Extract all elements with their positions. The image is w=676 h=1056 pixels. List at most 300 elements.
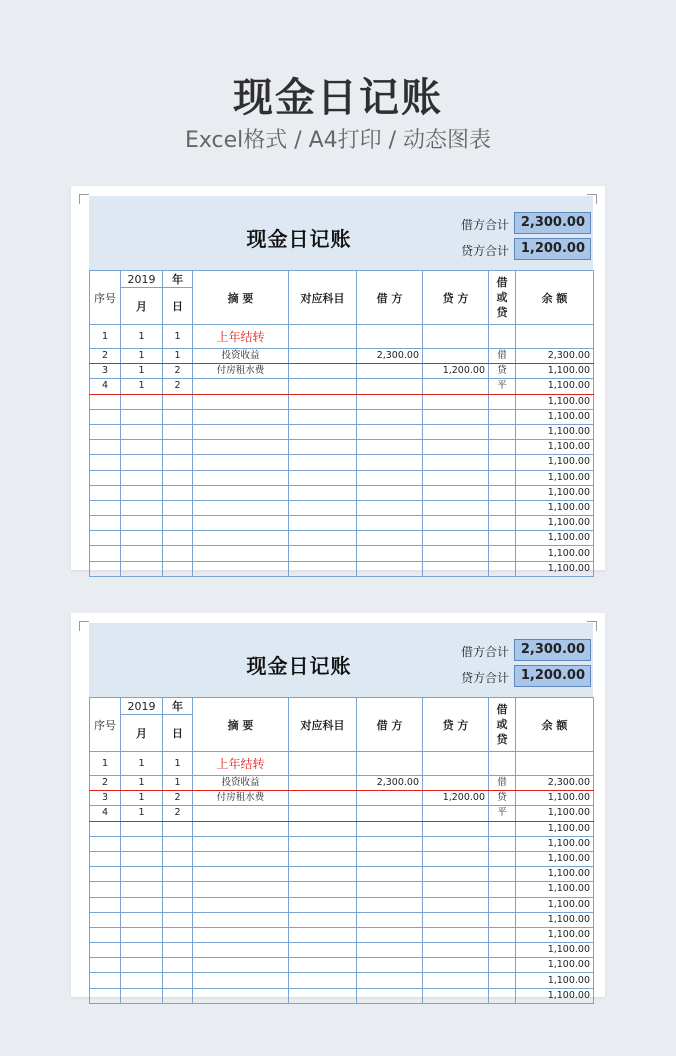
cell-debit[interactable]: 2,300.00 — [357, 776, 423, 791]
cell-debit[interactable] — [357, 440, 423, 455]
cell-balance[interactable]: 1,100.00 — [516, 500, 594, 515]
cell-account[interactable] — [289, 836, 357, 851]
col-header-year[interactable]: 2019 — [121, 698, 163, 715]
cell-balance[interactable]: 1,100.00 — [516, 561, 594, 576]
cell-month[interactable]: 1 — [121, 806, 163, 821]
cell-credit[interactable]: 1,200.00 — [423, 364, 489, 379]
cell-seq[interactable] — [90, 546, 121, 561]
cell-summary[interactable] — [193, 470, 289, 485]
cell-seq[interactable] — [90, 927, 121, 942]
cell-dc[interactable] — [489, 325, 516, 349]
cell-dc[interactable] — [489, 424, 516, 439]
cell-seq[interactable]: 2 — [90, 349, 121, 364]
cell-debit[interactable]: 2,300.00 — [357, 349, 423, 364]
table-row — [90, 409, 594, 424]
cell-debit[interactable] — [357, 943, 423, 958]
cell-dc[interactable] — [489, 516, 516, 531]
cell-day[interactable]: 2 — [163, 364, 193, 379]
cell-summary[interactable] — [193, 561, 289, 576]
cell-summary[interactable]: 投资收益 — [193, 349, 289, 364]
cell-account[interactable] — [289, 912, 357, 927]
cell-credit[interactable] — [423, 500, 489, 515]
cell-credit[interactable] — [423, 394, 489, 409]
cell-debit[interactable] — [357, 897, 423, 912]
cell-dc[interactable] — [489, 897, 516, 912]
cell-dc[interactable] — [489, 867, 516, 882]
cell-account[interactable] — [289, 516, 357, 531]
cell-credit[interactable] — [423, 561, 489, 576]
cell-seq[interactable] — [90, 561, 121, 576]
cell-balance[interactable]: 1,100.00 — [516, 394, 594, 409]
cell-debit[interactable] — [357, 851, 423, 866]
cell-month[interactable] — [121, 455, 163, 470]
cell-credit[interactable] — [423, 325, 489, 349]
cell-month[interactable] — [121, 973, 163, 988]
cell-debit[interactable] — [357, 325, 423, 349]
cell-debit[interactable] — [357, 470, 423, 485]
cell-day[interactable] — [163, 440, 193, 455]
cell-summary[interactable]: 上年结转 — [193, 325, 289, 349]
cell-seq[interactable] — [90, 500, 121, 515]
cell-day[interactable] — [163, 927, 193, 942]
cell-day[interactable] — [163, 470, 193, 485]
cell-credit[interactable]: 1,200.00 — [423, 791, 489, 806]
cell-day[interactable] — [163, 546, 193, 561]
cell-summary[interactable] — [193, 912, 289, 927]
cell-credit[interactable] — [423, 882, 489, 897]
cell-month[interactable] — [121, 546, 163, 561]
cell-month[interactable] — [121, 958, 163, 973]
col-header-year[interactable]: 2019 — [121, 271, 163, 288]
cell-balance[interactable]: 1,100.00 — [516, 988, 594, 1003]
cell-summary[interactable] — [193, 531, 289, 546]
cell-credit[interactable] — [423, 912, 489, 927]
cell-credit[interactable] — [423, 379, 489, 394]
cell-account[interactable] — [289, 988, 357, 1003]
credit-total-value[interactable]: 1,200.00 — [514, 238, 591, 260]
cell-seq[interactable] — [90, 485, 121, 500]
cell-month[interactable] — [121, 943, 163, 958]
cell-seq[interactable] — [90, 516, 121, 531]
cell-month[interactable] — [121, 851, 163, 866]
cell-summary[interactable]: 付房租水费 — [193, 791, 289, 806]
cell-credit[interactable] — [423, 776, 489, 791]
cell-day[interactable] — [163, 500, 193, 515]
cell-summary[interactable] — [193, 379, 289, 394]
cell-account[interactable] — [289, 500, 357, 515]
cell-summary[interactable] — [193, 424, 289, 439]
cell-account[interactable] — [289, 806, 357, 821]
cell-seq[interactable] — [90, 440, 121, 455]
cell-debit[interactable] — [357, 409, 423, 424]
cell-dc[interactable] — [489, 531, 516, 546]
cell-seq[interactable] — [90, 836, 121, 851]
credit-total-value[interactable]: 1,200.00 — [514, 665, 591, 687]
cell-month[interactable] — [121, 516, 163, 531]
cell-credit[interactable] — [423, 516, 489, 531]
cell-account[interactable] — [289, 379, 357, 394]
cell-balance[interactable]: 1,100.00 — [516, 379, 594, 394]
cell-summary[interactable] — [193, 851, 289, 866]
cell-seq[interactable] — [90, 409, 121, 424]
cell-credit[interactable] — [423, 927, 489, 942]
cell-seq[interactable] — [90, 424, 121, 439]
cell-balance[interactable]: 1,100.00 — [516, 897, 594, 912]
cell-balance[interactable]: 1,100.00 — [516, 440, 594, 455]
cell-month[interactable] — [121, 882, 163, 897]
cell-summary[interactable] — [193, 867, 289, 882]
debit-total-value[interactable]: 2,300.00 — [514, 639, 591, 661]
cell-month[interactable] — [121, 424, 163, 439]
cell-credit[interactable] — [423, 943, 489, 958]
cell-debit[interactable] — [357, 927, 423, 942]
cell-account[interactable] — [289, 973, 357, 988]
cell-balance[interactable]: 1,100.00 — [516, 531, 594, 546]
cell-summary[interactable]: 上年结转 — [193, 752, 289, 776]
cell-account[interactable] — [289, 927, 357, 942]
cell-month[interactable] — [121, 927, 163, 942]
cell-account[interactable] — [289, 897, 357, 912]
cell-summary[interactable] — [193, 485, 289, 500]
cell-month[interactable] — [121, 561, 163, 576]
cell-day[interactable] — [163, 394, 193, 409]
cell-dc[interactable] — [489, 943, 516, 958]
cell-credit[interactable] — [423, 897, 489, 912]
cell-day[interactable]: 2 — [163, 379, 193, 394]
cell-credit[interactable] — [423, 485, 489, 500]
cell-month[interactable] — [121, 836, 163, 851]
cell-balance[interactable]: 1,100.00 — [516, 791, 594, 806]
cell-balance[interactable]: 1,100.00 — [516, 912, 594, 927]
table-row — [90, 325, 594, 349]
cell-dc[interactable] — [489, 561, 516, 576]
cell-dc[interactable]: 贷 — [489, 791, 516, 806]
table-row — [90, 821, 594, 836]
cell-month[interactable] — [121, 867, 163, 882]
cell-summary[interactable] — [193, 927, 289, 942]
cell-account[interactable] — [289, 531, 357, 546]
cell-day[interactable] — [163, 821, 193, 836]
cell-credit[interactable] — [423, 455, 489, 470]
cell-dc[interactable]: 贷 — [489, 364, 516, 379]
cell-day[interactable] — [163, 988, 193, 1003]
cell-month[interactable] — [121, 470, 163, 485]
cell-dc[interactable] — [489, 752, 516, 776]
cell-day[interactable] — [163, 943, 193, 958]
cell-summary[interactable] — [193, 500, 289, 515]
cell-credit[interactable] — [423, 531, 489, 546]
cell-month[interactable] — [121, 912, 163, 927]
cell-seq[interactable] — [90, 882, 121, 897]
table-row — [90, 776, 594, 791]
cell-seq[interactable]: 3 — [90, 364, 121, 379]
cell-credit[interactable] — [423, 409, 489, 424]
cell-account[interactable] — [289, 752, 357, 776]
cell-account[interactable] — [289, 440, 357, 455]
cell-dc[interactable] — [489, 836, 516, 851]
cell-seq[interactable] — [90, 973, 121, 988]
cell-day[interactable]: 1 — [163, 325, 193, 349]
cell-balance[interactable] — [516, 325, 594, 349]
cell-seq[interactable] — [90, 394, 121, 409]
cell-credit[interactable] — [423, 752, 489, 776]
cell-summary[interactable]: 付房租水费 — [193, 364, 289, 379]
cell-day[interactable]: 1 — [163, 776, 193, 791]
cell-debit[interactable] — [357, 561, 423, 576]
cell-dc[interactable] — [489, 927, 516, 942]
cell-account[interactable] — [289, 791, 357, 806]
cell-dc[interactable] — [489, 851, 516, 866]
cell-balance[interactable]: 1,100.00 — [516, 867, 594, 882]
cell-balance[interactable]: 1,100.00 — [516, 882, 594, 897]
cell-month[interactable] — [121, 394, 163, 409]
cell-day[interactable] — [163, 836, 193, 851]
cell-seq[interactable] — [90, 897, 121, 912]
cell-account[interactable] — [289, 470, 357, 485]
cell-day[interactable] — [163, 912, 193, 927]
cell-month[interactable]: 1 — [121, 379, 163, 394]
cell-account[interactable] — [289, 364, 357, 379]
cell-account[interactable] — [289, 851, 357, 866]
cell-month[interactable]: 1 — [121, 325, 163, 349]
cell-balance[interactable]: 1,100.00 — [516, 958, 594, 973]
cell-credit[interactable] — [423, 973, 489, 988]
cell-seq[interactable] — [90, 821, 121, 836]
cell-balance[interactable]: 1,100.00 — [516, 821, 594, 836]
cell-dc[interactable] — [489, 440, 516, 455]
cell-dc[interactable] — [489, 394, 516, 409]
cell-debit[interactable] — [357, 394, 423, 409]
cell-credit[interactable] — [423, 440, 489, 455]
cell-day[interactable]: 2 — [163, 791, 193, 806]
cell-day[interactable] — [163, 882, 193, 897]
cell-month[interactable]: 1 — [121, 349, 163, 364]
cell-day[interactable] — [163, 851, 193, 866]
cell-balance[interactable]: 2,300.00 — [516, 776, 594, 791]
cell-summary[interactable] — [193, 973, 289, 988]
cell-debit[interactable] — [357, 500, 423, 515]
cell-seq[interactable] — [90, 988, 121, 1003]
cell-summary[interactable] — [193, 943, 289, 958]
cell-debit[interactable] — [357, 806, 423, 821]
cell-balance[interactable]: 1,100.00 — [516, 806, 594, 821]
cell-balance[interactable]: 1,100.00 — [516, 424, 594, 439]
cell-month[interactable] — [121, 485, 163, 500]
cell-summary[interactable] — [193, 440, 289, 455]
cell-summary[interactable] — [193, 897, 289, 912]
cell-seq[interactable]: 1 — [90, 752, 121, 776]
cell-debit[interactable] — [357, 485, 423, 500]
cell-dc[interactable] — [489, 500, 516, 515]
cell-account[interactable] — [289, 325, 357, 349]
cell-month[interactable] — [121, 440, 163, 455]
cell-debit[interactable] — [357, 836, 423, 851]
cell-credit[interactable] — [423, 958, 489, 973]
cell-debit[interactable] — [357, 988, 423, 1003]
cell-day[interactable]: 1 — [163, 349, 193, 364]
cell-month[interactable] — [121, 500, 163, 515]
cell-balance[interactable]: 1,100.00 — [516, 943, 594, 958]
table-row — [90, 379, 594, 394]
cell-debit[interactable] — [357, 424, 423, 439]
cell-account[interactable] — [289, 776, 357, 791]
cell-seq[interactable]: 2 — [90, 776, 121, 791]
cell-day[interactable] — [163, 867, 193, 882]
cell-summary[interactable] — [193, 516, 289, 531]
cell-dc[interactable] — [489, 912, 516, 927]
cell-credit[interactable] — [423, 988, 489, 1003]
cell-month[interactable]: 1 — [121, 776, 163, 791]
cell-seq[interactable]: 3 — [90, 791, 121, 806]
cell-day[interactable] — [163, 485, 193, 500]
cell-month[interactable]: 1 — [121, 791, 163, 806]
cell-balance[interactable]: 1,100.00 — [516, 546, 594, 561]
cell-account[interactable] — [289, 882, 357, 897]
cell-credit[interactable] — [423, 424, 489, 439]
cell-debit[interactable] — [357, 882, 423, 897]
cell-day[interactable]: 2 — [163, 806, 193, 821]
cell-dc[interactable] — [489, 882, 516, 897]
cell-debit[interactable] — [357, 912, 423, 927]
cell-dc[interactable]: 借 — [489, 349, 516, 364]
cell-dc[interactable] — [489, 973, 516, 988]
cell-debit[interactable] — [357, 364, 423, 379]
cell-account[interactable] — [289, 546, 357, 561]
cell-credit[interactable] — [423, 851, 489, 866]
cell-balance[interactable]: 2,300.00 — [516, 349, 594, 364]
cell-dc[interactable] — [489, 546, 516, 561]
cell-day[interactable] — [163, 424, 193, 439]
cell-seq[interactable]: 1 — [90, 325, 121, 349]
cell-account[interactable] — [289, 349, 357, 364]
cell-balance[interactable]: 1,100.00 — [516, 973, 594, 988]
cell-debit[interactable] — [357, 455, 423, 470]
cell-day[interactable] — [163, 409, 193, 424]
cell-account[interactable] — [289, 409, 357, 424]
cell-account[interactable] — [289, 485, 357, 500]
cell-balance[interactable]: 1,100.00 — [516, 470, 594, 485]
cell-day[interactable] — [163, 897, 193, 912]
cell-debit[interactable] — [357, 531, 423, 546]
cell-seq[interactable]: 4 — [90, 379, 121, 394]
cell-day[interactable]: 1 — [163, 752, 193, 776]
cell-summary[interactable] — [193, 821, 289, 836]
cell-debit[interactable] — [357, 516, 423, 531]
cell-debit[interactable] — [357, 867, 423, 882]
cell-seq[interactable] — [90, 867, 121, 882]
debit-total-value[interactable]: 2,300.00 — [514, 212, 591, 234]
cell-month[interactable] — [121, 409, 163, 424]
cell-account[interactable] — [289, 394, 357, 409]
cell-seq[interactable] — [90, 851, 121, 866]
cell-debit[interactable] — [357, 791, 423, 806]
cell-account[interactable] — [289, 561, 357, 576]
cell-month[interactable] — [121, 988, 163, 1003]
cell-account[interactable] — [289, 958, 357, 973]
cell-dc[interactable]: 借 — [489, 776, 516, 791]
cell-summary[interactable] — [193, 988, 289, 1003]
cell-dc[interactable] — [489, 409, 516, 424]
cell-credit[interactable] — [423, 546, 489, 561]
cell-seq[interactable] — [90, 943, 121, 958]
cell-debit[interactable] — [357, 546, 423, 561]
cell-summary[interactable] — [193, 958, 289, 973]
cell-dc[interactable] — [489, 485, 516, 500]
cell-dc[interactable] — [489, 455, 516, 470]
cell-balance[interactable]: 1,100.00 — [516, 851, 594, 866]
cell-summary[interactable] — [193, 836, 289, 851]
cell-debit[interactable] — [357, 821, 423, 836]
cell-seq[interactable] — [90, 912, 121, 927]
cell-balance[interactable]: 1,100.00 — [516, 485, 594, 500]
cell-seq[interactable] — [90, 455, 121, 470]
cell-credit[interactable] — [423, 867, 489, 882]
cell-account[interactable] — [289, 867, 357, 882]
cell-day[interactable] — [163, 958, 193, 973]
cell-credit[interactable] — [423, 806, 489, 821]
cell-account[interactable] — [289, 455, 357, 470]
cell-summary[interactable] — [193, 394, 289, 409]
cell-debit[interactable] — [357, 752, 423, 776]
cell-summary[interactable]: 投资收益 — [193, 776, 289, 791]
cell-debit[interactable] — [357, 958, 423, 973]
cell-seq[interactable] — [90, 958, 121, 973]
cell-day[interactable] — [163, 561, 193, 576]
cell-month[interactable]: 1 — [121, 364, 163, 379]
cell-summary[interactable] — [193, 806, 289, 821]
cell-day[interactable] — [163, 973, 193, 988]
cell-seq[interactable]: 4 — [90, 806, 121, 821]
cell-account[interactable] — [289, 424, 357, 439]
cell-balance[interactable]: 1,100.00 — [516, 364, 594, 379]
cell-credit[interactable] — [423, 836, 489, 851]
cell-balance[interactable] — [516, 752, 594, 776]
cell-balance[interactable]: 1,100.00 — [516, 409, 594, 424]
cell-summary[interactable] — [193, 882, 289, 897]
cell-credit[interactable] — [423, 821, 489, 836]
cell-seq[interactable] — [90, 470, 121, 485]
cell-account[interactable] — [289, 821, 357, 836]
cell-seq[interactable] — [90, 531, 121, 546]
cell-summary[interactable] — [193, 546, 289, 561]
cell-dc[interactable] — [489, 470, 516, 485]
cell-balance[interactable]: 1,100.00 — [516, 836, 594, 851]
cell-balance[interactable]: 1,100.00 — [516, 516, 594, 531]
cell-dc[interactable] — [489, 988, 516, 1003]
cell-credit[interactable] — [423, 349, 489, 364]
cell-dc[interactable]: 平 — [489, 806, 516, 821]
cell-summary[interactable] — [193, 409, 289, 424]
cell-dc[interactable]: 平 — [489, 379, 516, 394]
cell-month[interactable]: 1 — [121, 752, 163, 776]
cell-account[interactable] — [289, 943, 357, 958]
cell-month[interactable] — [121, 821, 163, 836]
cell-debit[interactable] — [357, 379, 423, 394]
cell-dc[interactable] — [489, 958, 516, 973]
cell-debit[interactable] — [357, 973, 423, 988]
cell-day[interactable] — [163, 531, 193, 546]
cell-month[interactable] — [121, 897, 163, 912]
cell-month[interactable] — [121, 531, 163, 546]
cell-balance[interactable]: 1,100.00 — [516, 927, 594, 942]
cell-credit[interactable] — [423, 470, 489, 485]
cell-dc[interactable] — [489, 821, 516, 836]
cell-day[interactable] — [163, 516, 193, 531]
cell-summary[interactable] — [193, 455, 289, 470]
cell-balance[interactable]: 1,100.00 — [516, 455, 594, 470]
table-row — [90, 752, 594, 776]
cell-day[interactable] — [163, 455, 193, 470]
